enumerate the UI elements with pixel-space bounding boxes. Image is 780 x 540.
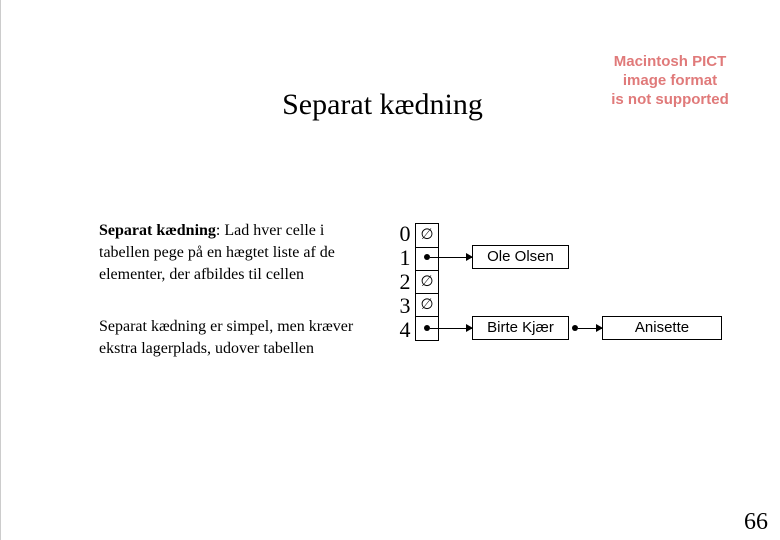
empty-set-icon-cell-2: ∅ xyxy=(420,272,434,290)
index-label-3: 3 xyxy=(399,293,411,318)
slide-left-border xyxy=(0,0,1,540)
cell-divider xyxy=(416,247,438,248)
index-label-0: 0 xyxy=(399,221,411,246)
empty-set-icon-cell-3: ∅ xyxy=(420,295,434,313)
paragraph-definition xyxy=(99,220,369,286)
pict-notice-line-3: is not supported xyxy=(611,91,729,108)
arrow-cell-1-to-ole xyxy=(430,257,472,258)
list-node-anisette: Anisette xyxy=(602,316,722,340)
index-label-1: 1 xyxy=(399,245,411,270)
index-label-2: 2 xyxy=(399,269,411,294)
pict-notice-line-2: image format xyxy=(622,72,718,89)
paragraph-tradeoff: Separat kædning er simpel, men kræver ekstra lagerplads, udover tabellen xyxy=(99,318,354,357)
paragraph-definition-body: : Lad hver celle i tabellen pege på en hægtet liste af de elementer, der afbildes til cellen xyxy=(99,222,335,283)
pict-notice-line-1: Macintosh PICT xyxy=(613,53,727,70)
hash-table-diagram xyxy=(385,220,745,345)
paragraph-definition-term: Separat kædning xyxy=(99,222,216,239)
slide-title: Separat kædning xyxy=(282,88,483,121)
cell-divider xyxy=(416,316,438,317)
arrow-cell-4-to-birte xyxy=(430,328,472,329)
arrow-birte-to-anisette xyxy=(578,328,602,329)
pict-unsupported-notice xyxy=(595,52,745,109)
list-node-ole-olsen: Ole Olsen xyxy=(472,245,569,269)
page-number: 66 xyxy=(744,509,768,535)
index-label-4: 4 xyxy=(399,317,411,342)
empty-set-icon-cell-0: ∅ xyxy=(420,225,434,243)
list-node-birte-kjaer: Birte Kjær xyxy=(472,316,569,340)
